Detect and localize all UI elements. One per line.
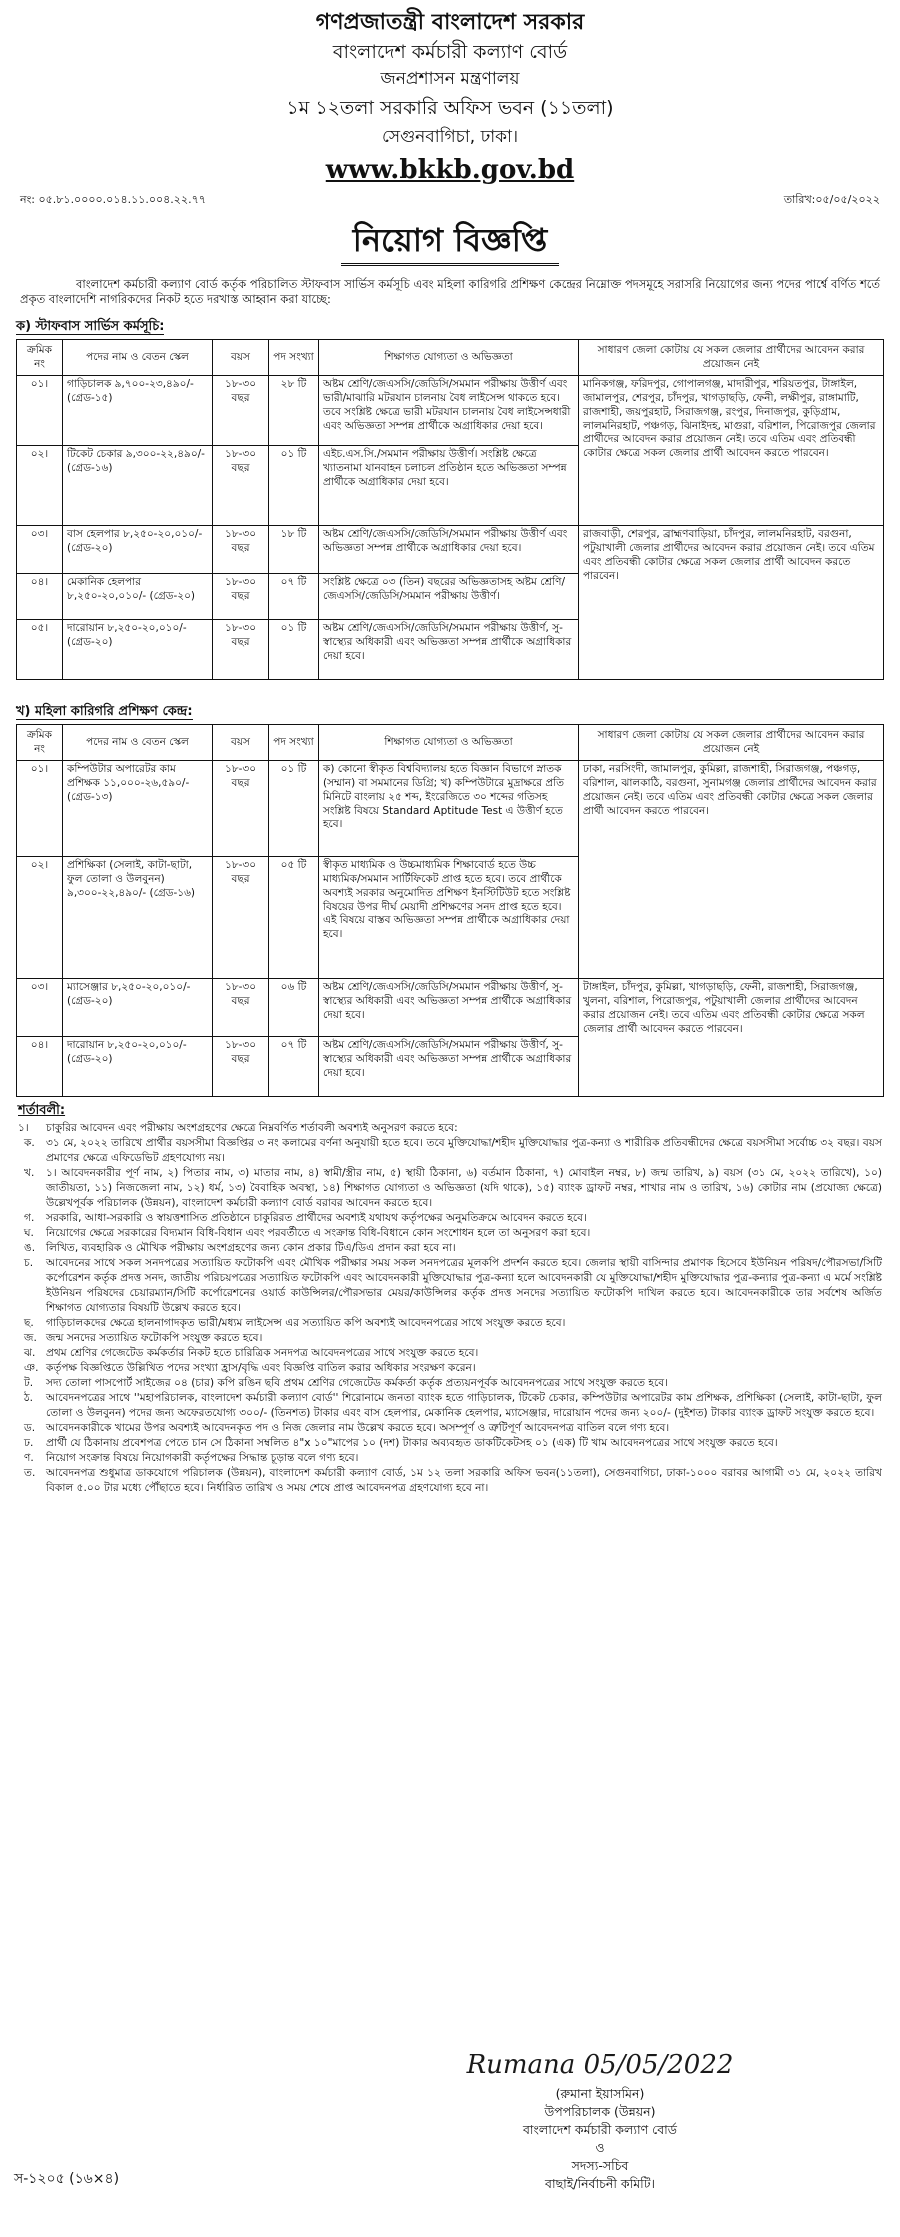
cell-count: ০১ টি — [269, 761, 319, 857]
memo-number: নং: ০৫.৮১.০০০০.০১৪.১১.০০৪.২২.৭৭ — [20, 193, 206, 206]
cell-post: টিকেট চেকার ৯,৩০০-২২,৪৯০/- (গ্রেড-১৬) — [63, 446, 213, 526]
condition-item: ঠ. আবেদনপত্রের সাথে ''মহাপরিচালক, বাংলাদেশ কর্মচারী কল্যাণ বোর্ড'' শিরোনামে জনতা ব্যাংক হতে গাড়িচালক, টিকেট চেকার, কম্পিউটার অপারেটর কাম প্রশিক্ষক, প্রশিক্ষিকা (সেলাই, কাটা-ছাটা, ফুল তোলা ও উলবুনন) পদের জন্য অফেরতযোগ্য ৩০০/- (তিনশত) টাকার এবং বাস হেলপার, মেকানিক হেলপার, ম্যাসেঞ্জার, দারোয়ান পদের জন্য ২০০/- (দুইশত) টাকার ব্যাংক ড্রাফট সংযুক্ত করতে হবে। — [24, 1392, 882, 1419]
cell-count: ০১ টি — [269, 620, 319, 680]
condition-item: ত. আবেদনপত্র শুধুমাত্র ডাকযোগে পরিচালক (উন্নয়ন), বাংলাদেশ কর্মচারী কল্যাণ বোর্ড, ১ম ১২ তলা সরকারি অফিস ভবন(১১তলা), সেগুনবাগিচা, ঢাকা-১০০০ বরাবর আগামী ৩১ মে, ২০২২ তারিখ বিকাল ৫.০০ টার মধ্যে পৌঁছাতে হবে। নির্ধারিত তারিখ ও সময় শেষে প্রাপ্ত আবেদনপত্র গ্রহণযোগ্য হবে না। — [24, 1467, 882, 1494]
header-count: পদ সংখ্যা — [269, 725, 319, 761]
cell-age: ১৮-৩০ বছর — [213, 376, 269, 446]
ministry-name: জনপ্রশাসন মন্ত্রণালয় — [380, 69, 520, 89]
conditions-list — [18, 1121, 882, 1496]
cell-count: ০৬ টি — [269, 979, 319, 1037]
letterhead — [16, 8, 884, 189]
header-qual: শিক্ষাগত যোগ্যতা ও অভিজ্ঞতা — [319, 725, 579, 761]
header-quota: সাধারণ জেলা কোটায় যে সকল জেলার প্রার্থীদের আবেদন করার প্রয়োজন নেই — [579, 725, 884, 761]
cell-qual: অষ্টম শ্রেণি/জেএসসি/জেডিসি/সমমান পরীক্ষায় উত্তীর্ণ এবং ভারী/মাঝারি মটরযান চালনায় বৈধ লাইসেন্স থাকতে হবে। তবে সংশ্লিষ্ট ক্ষেত্রে ভারী মটরযান চালনায় বৈধ লাইসেন্সধারী এবং অভিজ্ঞতা সম্পন্ন প্রার্থীকে অগ্রাধিকার দেয়া হবে। — [319, 376, 579, 446]
cell-post: গাড়িচালক ৯,৭০০-২৩,৪৯০/- (গ্রেড-১৫) — [63, 376, 213, 446]
condition-item: ঙ. লিখিত, ব্যবহারিক ও মৌখিক পরীক্ষায় অংশগ্রহণের জন্য কোন প্রকার টিএ/ডিএ প্রদান করা হবে না। — [24, 1242, 456, 1254]
notice-date: তারিখ:০৫/০৫/২০২২ — [783, 193, 880, 206]
signatory-role: সদস্য-সচিব — [571, 2158, 629, 2173]
condition-item: ঘ. নিয়োগের ক্ষেত্রে সরকারের বিদ্যমান বিধি-বিধান এবং পরবর্তীতে এ সংক্রান্ত বিধি-বিধানে কোন সংশোধন হলে তা অনুসরণ করা হবে। — [24, 1227, 591, 1239]
cell-post: প্রশিক্ষিকা (সেলাই, কাটা-ছাটা, ফুল তোলা ও উলবুনন) ৯,৩০০-২২,৪৯০/- (গ্রেড-১৬) — [63, 857, 213, 979]
conditions-section — [16, 1097, 884, 1496]
cell-count: ০১ টি — [269, 446, 319, 526]
condition-item: ঢ. প্রার্থী যে ঠিকানায় প্রবেশপত্র পেতে চান সে ঠিকানা সম্বলিত ৪"x ১০"মাপের ১০ (দশ) টাকার অব্যবহৃত ডাকটিকেটসহ ০১ (এক) টি খাম আবেদনপত্রের সাথে সংযুক্ত করতে হবে। — [24, 1437, 778, 1449]
section-b-title: খ) মহিলা কারিগরি প্রশিক্ষণ কেন্দ্র: — [16, 704, 193, 719]
cell-sl: ০৩। — [17, 526, 63, 574]
table-row — [17, 526, 884, 574]
signature-block — [450, 2045, 750, 2193]
office-building: ১ম ১২তলা সরকারি অফিস ভবন (১১তলা) — [286, 97, 614, 119]
header-sl: ক্রমিক নং — [17, 340, 63, 376]
cell-age: ১৮-৩০ বছর — [213, 761, 269, 857]
notice-title-wrap — [16, 211, 884, 275]
cell-sl: ০১। — [17, 761, 63, 857]
header-count: পদ সংখ্যা — [269, 340, 319, 376]
cell-post: বাস হেলপার ৮,২৫০-২০,০১০/- (গ্রেড-২০) — [63, 526, 213, 574]
header-age: বয়স — [213, 340, 269, 376]
table-header-row — [17, 340, 884, 376]
cell-qual: অষ্টম শ্রেণি/জেএসসি/জেডিসি/সমমান পরীক্ষায় উত্তীর্ণ, সু-স্বাস্থ্যের অধিকারী এবং অভিজ্ঞতা সম্পন্ন প্রার্থীকে অগ্রাধিকার দেয়া হবে। — [319, 979, 579, 1037]
condition-item: ণ. নিয়োগ সংক্রান্ত বিষয়ে নিয়োগকারী কর্তৃপক্ষের সিদ্ধান্ত চূড়ান্ত বলে গণ্য হবে। — [24, 1452, 359, 1464]
cell-count: ২৮ টি — [269, 376, 319, 446]
cell-qual: অষ্টম শ্রেণি/জেএসসি/জেডিসি/সমমান পরীক্ষায় উত্তীর্ণ এবং অভিজ্ঞতা সম্পন্ন প্রার্থীকে অগ্রাধিকার দেয়া হবে। — [319, 526, 579, 574]
cell-age: ১৮-৩০ বছর — [213, 446, 269, 526]
condition-item: ছ. গাড়িচালকদের ক্ষেত্রে হালনাগাদকৃত ভারী/মধ্যম লাইসেন্স এর সত্যায়িত কপি অবশ্যই আবেদনপত্রের সাথে সংযুক্ত করতে হবে। — [24, 1317, 566, 1329]
header-age: বয়স — [213, 725, 269, 761]
header-qual: শিক্ষাগত যোগ্যতা ও অভিজ্ঞতা — [319, 340, 579, 376]
org-name: বাংলাদেশ কর্মচারী কল্যাণ বোর্ড — [332, 41, 568, 63]
govt-title: গণপ্রজাতন্ত্রী বাংলাদেশ সরকার — [315, 10, 585, 35]
cell-count: ০৫ টি — [269, 857, 319, 979]
header-sl: ক্রমিক নং — [17, 725, 63, 761]
cell-qual: এইচ.এস.সি./সমমান পরীক্ষায় উত্তীর্ণ। সংশ্লিষ্ট ক্ষেত্রে খ্যাতনামা যানবাহন চলাচল প্রতিষ্ঠান হতে অভিজ্ঞতা সম্পন্ন প্রার্থীকে অগ্রাধিকার দেয়া হবে। — [319, 446, 579, 526]
cell-post: দারোয়ান ৮,২৫০-২০,০১০/- (গ্রেড-২০) — [63, 620, 213, 680]
table-row — [17, 979, 884, 1037]
table-header-row — [17, 725, 884, 761]
cell-count: ১৮ টি — [269, 526, 319, 574]
cell-age: ১৮-৩০ বছর — [213, 574, 269, 620]
cell-sl: ০১। — [17, 376, 63, 446]
signatory-and: ও — [595, 2140, 605, 2155]
cell-qual: ক) কোনো স্বীকৃত বিশ্ববিদ্যালয় হতে বিজ্ঞান বিভাগে স্নাতক (সম্মান) বা সমমানের ডিগ্রি; খ) কম্পিউটারে মুদ্রাক্ষরে প্রতি মিনিটে বাংলায় ২৫ শব্দ, ইংরেজিতে ৩০ শব্দের গতিসহ সংশ্লিষ্ট বিষয়ে Standard Aptitude Test এ উত্তীর্ণ হতে হবে। — [319, 761, 579, 857]
cell-qual: সংশ্লিষ্ট ক্ষেত্রে ০৩ (তিন) বছরের অভিজ্ঞতাসহ অষ্টম শ্রেণি/জেএসসি/জেডিসি/সমমান পরীক্ষায় উত্তীর্ণ। — [319, 574, 579, 620]
handwritten-signature: Rumana 05/05/2022 — [466, 2050, 734, 2080]
conditions-title: শর্তাবলী: — [18, 1103, 66, 1118]
cell-quota: টাঙ্গাইল, চাঁদপুর, কুমিল্লা, খাগড়াছড়ি, ফেনী, রাজশাহী, সিরাজগঞ্জ, খুলনা, বরিশাল, পিরোজপুর, পটুয়াখালী জেলার প্রার্থীদের আবেদন করার প্রয়োজন নেই। তবে এতিম এবং প্রতিবন্ধী কোটার ক্ষেত্রে সকল জেলার প্রার্থী আবেদন করতে পারবেন। — [579, 979, 884, 1097]
condition-item: ঞ. কর্তৃপক্ষ বিজ্ঞপ্তিতে উল্লিখিত পদের সংখ্যা হ্রাস/বৃদ্ধি এবং বিজ্ঞপ্তি বাতিল করার অধিকার সংরক্ষণ করেন। — [24, 1362, 476, 1374]
cell-sl: ০৪। — [17, 574, 63, 620]
condition-item: গ. সরকারি, আধা-সরকারি ও স্বায়ত্তশাসিত প্রতিষ্ঠানে চাকুরিরত প্রার্থীদের অবশ্যই যথাযথ কর্তৃপক্ষের অনুমতিক্রমে আবেদন করতে হবে। — [24, 1212, 587, 1224]
cell-age: ১৮-৩০ বছর — [213, 1037, 269, 1097]
condition-item: ড. আবেদনকারীকে খামের উপর অবশ্যই আবেদনকৃত পদ ও নিজ জেলার নাম উল্লেখ করতে হবে। অসম্পূর্ণ ও ত্রুটিপূর্ণ আবেদনপত্র বাতিল বলে গণ্য হবে। — [24, 1422, 670, 1434]
cell-age: ১৮-৩০ বছর — [213, 620, 269, 680]
section-a-table — [16, 339, 884, 680]
cell-qual: স্বীকৃত মাধ্যমিক ও উচ্চমাধ্যমিক শিক্ষাবোর্ড হতে উচ্চ মাধ্যমিক/সমমান সার্টিফিকেট প্রাপ্ত হতে হবে। তবে প্রার্থীকে অবশ্যই সরকার অনুমোদিত প্রশিক্ষণ ইনস্টিটিউট হতে সংশ্লিষ্ট বিষয়ের উপর দীর্ঘ মেয়াদী প্রশিক্ষণের সনদ প্রাপ্ত হতে হবে। এই বিষয়ে বাস্তব অভিজ্ঞতা সম্পন্ন প্রার্থীকে অগ্রাধিকার দেয়া হবে। — [319, 857, 579, 979]
header-post: পদের নাম ও বেতন স্কেল — [63, 725, 213, 761]
signatory-name: (রুমানা ইয়াসমিন) — [555, 2086, 645, 2101]
table-row — [17, 376, 884, 446]
cell-count: ০৭ টি — [269, 574, 319, 620]
cell-sl: ০৫। — [17, 620, 63, 680]
cell-quota: মানিকগঞ্জ, ফরিদপুর, গোপালগঞ্জ, মাদারীপুর, শরিয়তপুর, টাঙ্গাইল, জামালপুর, শেরপুর, চাঁদপুর, খাগড়াছড়ি, ফেনী, লক্ষীপুর, রাঙ্গামাটি, রাজশাহী, জয়পুরহাট, সিরাজগঞ্জ, রংপুর, দিনাজপুর, কুড়িগ্রাম, লালমনিরহাট, পঞ্চগড়, ঝিনাইদহ, মাগুরা, বরিশাল, পিরোজপুর জেলার প্রার্থীদের আবেদন করার প্রয়োজন নেই। তবে এতিম এবং প্রতিবন্ধী কোটার ক্ষেত্রে সকল জেলার প্রার্থী আবেদন করতে পারবেন। — [579, 376, 884, 526]
cell-sl: ০৪। — [17, 1037, 63, 1097]
condition-item: ঝ. প্রথম শ্রেণির গেজেটেড কর্মকর্তার নিকট হতে চারিত্রিক সনদপত্র আবেদনপত্রের সাথে সংযুক্ত করতে হবে। — [24, 1347, 479, 1359]
signatory-committee: বাছাই/নির্বাচনী কমিটি। — [545, 2176, 655, 2191]
section-b-table — [16, 724, 884, 1097]
condition-item: খ. ১। আবেদনকারীর পূর্ণ নাম, ২) পিতার নাম, ৩) মাতার নাম, ৪) স্বামী/স্ত্রীর নাম, ৫) স্থায়ী ঠিকানা, ৬) বর্তমান ঠিকানা, ৭) মোবাইল নম্বর, ৮) জন্ম তারিখ, ৯) বয়স (৩১ মে, ২০২২ তারিখে), ১০) জাতীয়তা, ১১) নিজজেলা নাম, ১২) ধর্ম, ১৩) বৈবাহিক অবস্থা, ১৪) শিক্ষাগত যোগ্যতা ও অভিজ্ঞতা (যদি থাকে), ১৫) ব্যাংক ড্রাফট নম্বর, শাখার নাম ও তারিখ, ১৬) কোটার নাম (প্রযোজ্য ক্ষেত্রে) উল্লেখপূর্বক পরিচালক (উন্নয়ন), বাংলাদেশ কর্মচারী কল্যাণ বোর্ড বরাবর আবেদন করতে হবে। — [24, 1167, 882, 1209]
header-post: পদের নাম ও বেতন স্কেল — [63, 340, 213, 376]
cell-age: ১৮-৩০ বছর — [213, 979, 269, 1037]
condition-item: ক. ৩১ মে, ২০২২ তারিখে প্রার্থীর বয়সসীমা বিজ্ঞপ্তির ৩ নং কলামের বর্ণনা অনুযায়ী হতে হবে। তবে মুক্তিযোদ্ধা/শহীদ মুক্তিযোদ্ধার পুত্র-কন্যা ও শারীরিক প্রতিবন্ধীদের ক্ষেত্রে বয়সসীমা সর্বোচ্চ ৩২ বছর। বয়স প্রমাণের ক্ষেত্রে এফিডেভিট গ্রহণযোগ্য নয়। — [24, 1137, 882, 1164]
cell-sl: ০৩। — [17, 979, 63, 1037]
office-location: সেগুনবাগিচা, ঢাকা। — [381, 127, 519, 147]
cell-post: দারোয়ান ৮,২৫০-২০,০১০/- (গ্রেড-২০) — [63, 1037, 213, 1097]
print-code: স-১২০৫ (১৬×৪) — [14, 2171, 120, 2187]
condition-item: ট. সদ্য তোলা পাসপোর্ট সাইজের ০৪ (চার) কপি রঙিন ছবি প্রথম শ্রেণির গেজেটেড কর্মকর্তা কর্তৃক প্রত্যয়নপূর্বক আবেদনপত্রের সাথে সংযুক্ত করতে হবে। — [24, 1377, 668, 1389]
signatory-org: বাংলাদেশ কর্মচারী কল্যাণ বোর্ড — [522, 2122, 678, 2137]
signatory-designation: উপপরিচালক (উন্নয়ন) — [544, 2104, 656, 2119]
condition-item: ১। চাকুরির আবেদন এবং পরীক্ষায় অংশগ্রহণের ক্ষেত্রে নিম্নবর্ণিত শর্তাবলী অবশ্যই অনুসরণ করতে হবে: — [18, 1122, 458, 1134]
cell-age: ১৮-৩০ বছর — [213, 526, 269, 574]
header-quota: সাধারণ জেলা কোটায় যে সকল জেলার প্রার্থীদের আবেদন করার প্রয়োজন নেই — [579, 340, 884, 376]
memo-row — [16, 189, 884, 211]
cell-post: মেকানিক হেলপার ৮,২৫০-২০,০১০/- (গ্রেড-২০) — [63, 574, 213, 620]
condition-item: জ. জন্ম সনদের সত্যায়িত ফটোকপি সংযুক্ত করতে হবে। — [24, 1332, 263, 1344]
cell-age: ১৮-৩০ বছর — [213, 857, 269, 979]
section-a-title: ক) স্টাফবাস সার্ভিস কর্মসূচি: — [16, 319, 165, 334]
cell-sl: ০২। — [17, 857, 63, 979]
cell-post: কম্পিউটার অপারেটর কাম প্রশিক্ষক ১১,০০০-২৬,৫৯০/- (গ্রেড-১৩) — [63, 761, 213, 857]
intro-paragraph: বাংলাদেশ কর্মচারী কল্যাণ বোর্ড কর্তৃক পরিচালিত স্টাফবাস সার্ভিস কর্মসূচি এবং মহিলা কারিগরি প্রশিক্ষণ কেন্দ্রের নিম্নোক্ত পদসমূহে সরাসরি নিয়োগের জন্য পদের পার্শ্বে বর্ণিত শর্তে প্রকৃত বাংলাদেশি নাগরিকদের নিকট হতে দরখাস্ত আহ্বান করা যাচ্ছে: — [20, 277, 880, 307]
table-row — [17, 761, 884, 857]
cell-count: ০৭ টি — [269, 1037, 319, 1097]
cell-qual: অষ্টম শ্রেণি/জেএসসি/জেডিসি/সমমান পরীক্ষায় উত্তীর্ণ, সু-স্বাস্থ্যের অধিকারী এবং অভিজ্ঞতা সম্পন্ন প্রার্থীকে অগ্রাধিকার দেয়া হবে। — [319, 620, 579, 680]
cell-quota: ঢাকা, নরসিংদী, জামালপুর, কুমিল্লা, রাজশাহী, সিরাজগঞ্জ, পঞ্চগড়, বরিশাল, ঝালকাঠি, বরগুনা, সুনামগঞ্জ জেলার প্রার্থীদের আবেদন করার প্রয়োজন নেই। তবে এতিম এবং প্রতিবন্ধী কোটার ক্ষেত্রে সকল জেলার প্রার্থী আবেদন করতে পারবেন। — [579, 761, 884, 979]
notice-title: নিয়োগ বিজ্ঞপ্তি — [341, 217, 559, 266]
website-link[interactable]: www.bkkb.gov.bd — [325, 155, 575, 185]
cell-sl: ০২। — [17, 446, 63, 526]
condition-item: চ. আবেদনের সাথে সকল সনদপত্রের সত্যায়িত ফটোকপি এবং মৌখিক পরীক্ষার সময় সকল সনদপত্রের মূলকপি প্রদর্শন করতে হবে। জেলার স্থায়ী বাসিন্দার প্রমাণক হিসেবে ইউনিয়ন পরিষদ/পৌরসভা/সিটি কর্পোরেশন কর্তৃক প্রদত্ত সনদ, জাতীয় পরিচয়পত্রের সত্যায়িত ফটোকপি এবং আবেদনকারী মুক্তিযোদ্ধার পুত্র-কন্যা হলে আবেদনকারী যে মুক্তিযোদ্ধা/শহীদ মুক্তিযোদ্ধার পুত্র-কন্যার পুত্র-কন্যা এ মর্মে সংশ্লিষ্ট ইউনিয়ন পরিষদের চেয়ারম্যান/সিটি কর্পোরেশনের ওয়ার্ড কাউন্সিলর/পৌরসভার মেয়র/কাউন্সিলর কর্তৃক প্রদত্ত সনদের সত্যায়িত ফটোকপি দাখিল করতে হবে। আবেদনকারীকে তার সর্বশেষ অর্জিত শিক্ষাগত যোগ্যতার বিষয়টি উল্লেখ করতে হবে। — [24, 1257, 882, 1314]
cell-qual: অষ্টম শ্রেণি/জেএসসি/জেডিসি/সমমান পরীক্ষায় উত্তীর্ণ, সু-স্বাস্থ্যের অধিকারী এবং অভিজ্ঞতা সম্পন্ন প্রার্থীকে অগ্রাধিকার দেয়া হবে। — [319, 1037, 579, 1097]
cell-quota: রাজবাড়ী, শেরপুর, ব্রাহ্মণবাড়িয়া, চাঁদপুর, লালমনিরহাট, বরগুনা, পটুয়াখালী জেলার প্রার্থীদের আবেদন করার প্রয়োজন নেই। তবে এতিম এবং প্রতিবন্ধী কোটার ক্ষেত্রে সকল জেলার প্রার্থী আবেদন করতে পারবেন। — [579, 526, 884, 680]
cell-post: ম্যাসেঞ্জার ৮,২৫০-২০,০১০/- (গ্রেড-২০) — [63, 979, 213, 1037]
